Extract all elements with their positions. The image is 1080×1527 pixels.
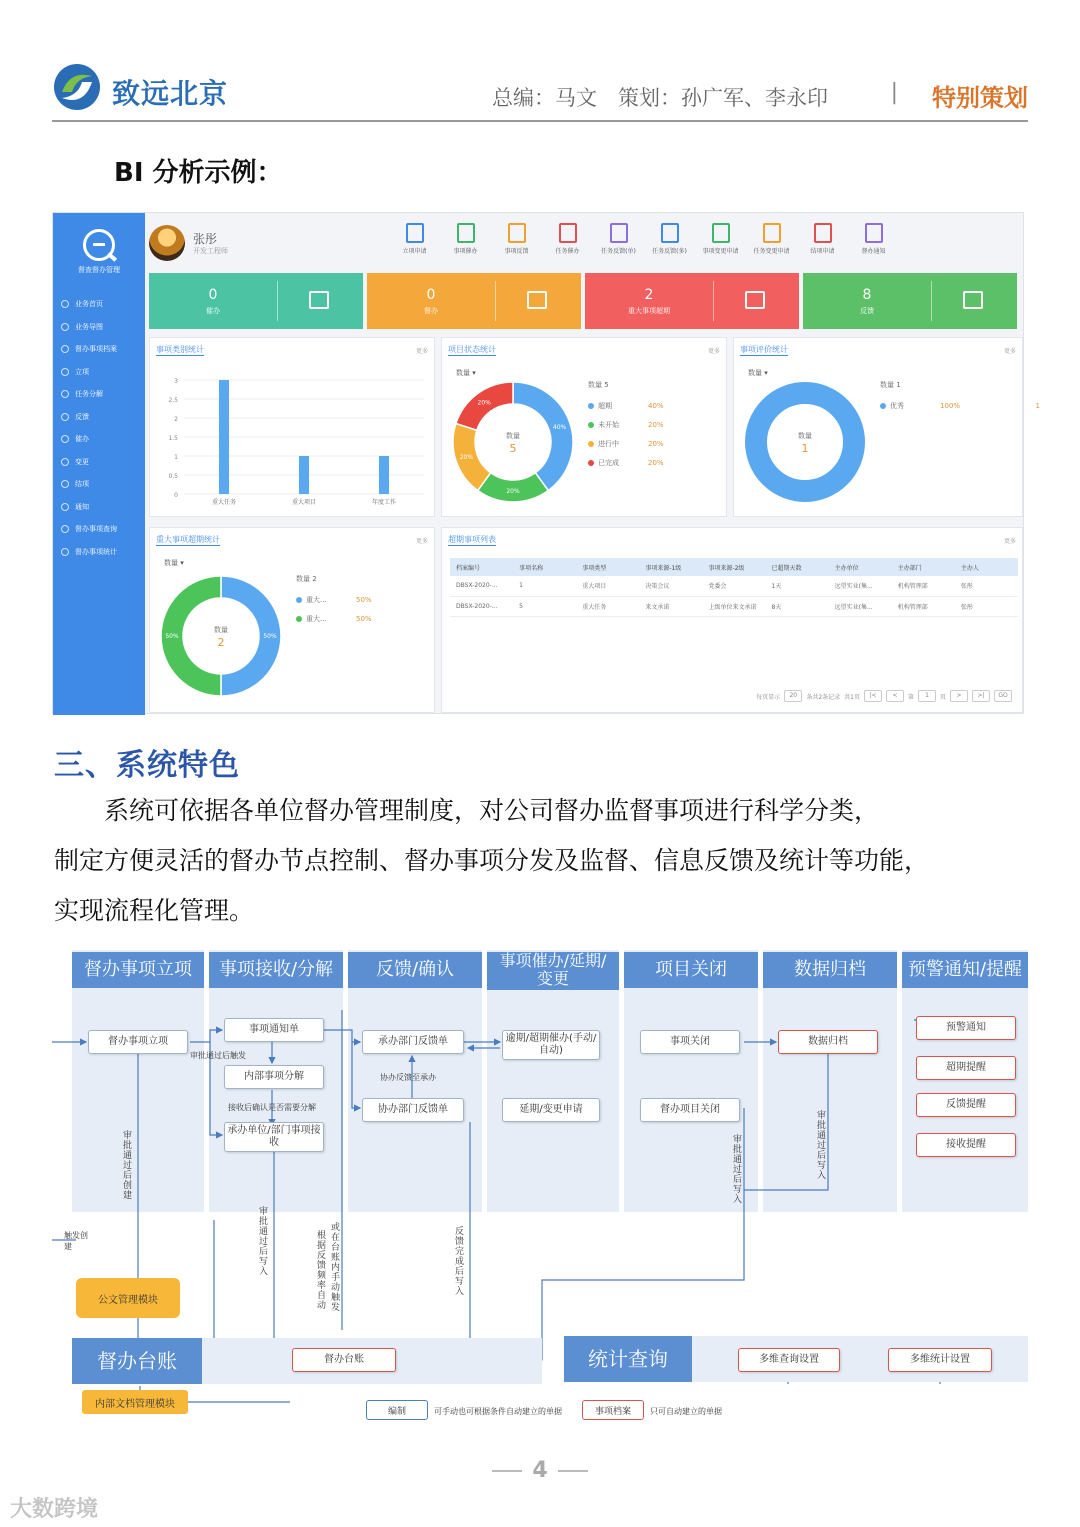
brand-name: 致远北京 xyxy=(112,77,229,110)
user-name: 张彤 xyxy=(193,232,218,246)
table-cell: 上级单位来文承诺 xyxy=(702,596,765,616)
sidebar-item-archive[interactable]: 督办事项档案 xyxy=(61,338,145,361)
form-icon xyxy=(712,223,730,243)
more-link[interactable]: 更多 xyxy=(415,538,428,545)
sidebar-item-close[interactable]: 结项 xyxy=(61,473,145,496)
column-header: 档案编号 xyxy=(450,558,513,576)
table-cell: 1 xyxy=(513,576,576,596)
header-separator: | xyxy=(890,80,898,105)
form-icon xyxy=(865,223,883,243)
tile-supervise[interactable]: 0 督办 xyxy=(367,273,581,329)
category-bar-chart xyxy=(150,368,436,518)
overdue-table xyxy=(450,558,1018,617)
annotation-ledger-auto: 根据反馈频率自动 xyxy=(315,1230,325,1310)
node-archive[interactable]: 数据归档 xyxy=(778,1030,878,1054)
sidebar-item-split[interactable]: 任务分解 xyxy=(61,383,145,406)
sidebar-item-create[interactable]: 立项 xyxy=(61,361,145,384)
ledger-band: 督办台账 xyxy=(72,1338,542,1384)
people-icon xyxy=(527,291,547,309)
annotation-ledger-manual: 或在台账内手动触发 xyxy=(329,1222,339,1312)
table-cell: 重大项目 xyxy=(576,576,639,596)
quick-action-urge[interactable]: 事项催办 xyxy=(440,223,491,255)
legend-archive-box: 事项档案 xyxy=(582,1400,644,1420)
panel-status-stats: 项目状态统计 更多 数量 ▾ 40% 20% 20% 20% 数量 5 数量 5 超期 40% 未开始 20% 进行中 20% 已完成 20% xyxy=(441,337,727,517)
pagination: 每页显示 20 条共2条记录 共1页 |< < 第 1 页 > >| GO xyxy=(756,690,1012,702)
node-receive-remind[interactable]: 接收提醒 xyxy=(916,1133,1016,1157)
bi-dashboard-screenshot xyxy=(52,212,1040,714)
legend-item[interactable]: 优秀 100% 1 xyxy=(880,396,1040,415)
annotation-approve-write-2: 审批通过后写入 xyxy=(731,1134,741,1204)
column-header: 主办部门 xyxy=(892,558,955,576)
panel-category-stats: 事项类别统计 更多 3 2.5 2 1.5 1 0.5 0 重大任务 重大项目 年度工作 xyxy=(149,337,435,517)
quick-action-feedback[interactable]: 事项反馈 xyxy=(491,223,542,255)
table-cell: 远望实业(集... xyxy=(829,596,892,616)
doc-management-module[interactable]: 公文管理模块 xyxy=(76,1278,180,1318)
column-label: 特别策划 xyxy=(932,84,1028,112)
sidebar-item-notice[interactable]: 通知 xyxy=(61,496,145,519)
dashboard-sidebar xyxy=(53,213,145,715)
legend-edit-text: 可手动也可根据条件自动建立的单据 xyxy=(434,1407,562,1416)
form-icon xyxy=(661,223,679,243)
tile-feedback[interactable]: 8 反馈 xyxy=(803,273,1017,329)
table-cell: 张彤 xyxy=(955,576,1018,596)
chart-icon xyxy=(963,291,983,309)
slice-label: 50% xyxy=(263,633,277,640)
table-cell: 1天 xyxy=(766,576,829,596)
node-unit-receive[interactable]: 承办单位/部门事项接收 xyxy=(224,1122,324,1152)
table-cell: 决策会议 xyxy=(639,576,702,596)
x-tick-label: 年度工作 xyxy=(371,499,397,506)
donut-center-label: 数量 xyxy=(798,432,812,440)
table-row[interactable] xyxy=(450,576,1018,596)
workflow-diagram xyxy=(52,950,1028,1424)
node-warn-notice[interactable]: 预警通知 xyxy=(916,1016,1016,1040)
quick-action-item-change[interactable]: 事项变更申请 xyxy=(695,223,746,255)
table-cell: 党委会 xyxy=(702,576,765,596)
user-role: 开发工程师 xyxy=(193,247,228,255)
y-tick-label: 3 xyxy=(174,378,178,385)
column-header: 主办人 xyxy=(955,558,1018,576)
table-cell: 机构管理部 xyxy=(892,576,955,596)
donut-center-label: 数量 xyxy=(506,432,520,440)
brand-logo-icon xyxy=(52,62,102,112)
panel-overdue-list: 超期事项列表 更多 档案编号 事项名称 事项类型 事项来源-1级 事项来源-2级 已超期天数 主办单位 主办部门 主办人 DBSX-2020-... 1 重大项目 决策会议 党委会 1天 远望实业(集... 机构管理部 张彤 DBSX-2020-... 5 重大任务 来文承诺 上级单位来文承诺 8天 远望实业(集... 机构管理部 张彤 每页显示 20 条共2条记录 共1页 |< < 第 1 页 > >| GO xyxy=(441,527,1023,713)
node-ledger[interactable]: 督办台账 xyxy=(292,1348,396,1372)
lane-warning: 预警通知/提醒 xyxy=(902,950,1028,1212)
panel-major-overdue-stats: 重大事项超期统计 更多 数量 ▾ 50% 50% 数量 2 数量 2 重大... 50% 重大... 50% xyxy=(149,527,435,713)
chart-icon xyxy=(745,291,765,309)
legend-header: 数量 5 xyxy=(588,381,609,389)
lane-close: 项目关闭 xyxy=(624,950,758,1212)
node-overdue-remind[interactable]: 超期提醒 xyxy=(916,1056,1016,1080)
x-tick-label: 重大项目 xyxy=(291,499,317,506)
bi-example-title: BI 分析示例： xyxy=(114,158,283,188)
page-number: 4 xyxy=(0,1458,1080,1483)
table-cell: 重大任务 xyxy=(576,596,639,616)
annotation-trigger-create: 触发创建 xyxy=(64,1231,88,1251)
lane-receive: 事项接收/分解 xyxy=(209,950,343,1212)
form-icon xyxy=(763,223,781,243)
quick-action-task-urge[interactable]: 任务催办 xyxy=(542,223,593,255)
prev-page-button[interactable]: < xyxy=(886,690,904,702)
legend-item[interactable]: 进行中 20% xyxy=(588,434,748,453)
first-page-button[interactable]: |< xyxy=(864,690,882,702)
table-cell: 5 xyxy=(513,596,576,616)
slice-label: 40% xyxy=(552,423,567,431)
search-icon-handle xyxy=(107,252,117,261)
table-cell: 来文承诺 xyxy=(639,596,702,616)
sidebar-item-map[interactable]: 业务导图 xyxy=(61,316,145,339)
node-delay-change[interactable]: 延期/变更申请 xyxy=(502,1098,600,1122)
sidebar-item-change[interactable]: 变更 xyxy=(61,451,145,474)
column-header: 事项名称 xyxy=(513,558,576,576)
sidebar-item-query[interactable]: 督办事项查询 xyxy=(61,518,145,541)
quick-action-task-feedback-single[interactable]: 任务反馈(单) xyxy=(593,223,644,255)
legend-item[interactable]: 重大... 50% xyxy=(296,590,456,609)
lane-urge: 事项催办/延期/变更 xyxy=(487,950,619,1212)
node-assist-feedback[interactable]: 协办部门反馈单 xyxy=(362,1098,464,1122)
bar xyxy=(219,380,229,494)
count-dropdown[interactable]: 数量 ▾ xyxy=(164,559,184,567)
evaluation-legend xyxy=(880,380,1040,415)
tile-major-overdue[interactable]: 2 重大事项超期 xyxy=(585,273,799,329)
major-overdue-donut-chart xyxy=(156,574,286,704)
slice-label: 20% xyxy=(477,399,491,407)
sidebar-item-stats[interactable]: 督办事项统计 xyxy=(61,541,145,564)
table-cell: 8天 xyxy=(766,596,829,616)
form-icon xyxy=(406,223,424,243)
column-header: 事项来源-2级 xyxy=(702,558,765,576)
node-item-close[interactable]: 事项关闭 xyxy=(640,1030,740,1054)
table-cell: 远望实业(集... xyxy=(829,576,892,596)
y-tick-label: 2.5 xyxy=(168,397,178,404)
node-feedback-remind[interactable]: 反馈提醒 xyxy=(916,1093,1016,1117)
more-link[interactable]: 更多 xyxy=(1003,348,1016,355)
node-multi-query[interactable]: 多维查询设置 xyxy=(738,1348,840,1372)
node-create[interactable]: 督办事项立项 xyxy=(88,1030,188,1054)
quick-action-notice[interactable]: 督办通知 xyxy=(848,223,899,255)
annotation-approve-write-3: 审批通过后写入 xyxy=(815,1110,825,1180)
section-paragraph: 系统可依据各单位督办管理制度，对公司督办监督事项进行科学分类， 制定方便灵活的督办节点控制、督办事项分发及监督、信息反馈及统计等功能， 实现流程化管理。 xyxy=(54,796,930,925)
column-header: 主办单位 xyxy=(829,558,892,576)
panel-evaluation-stats: 事项评价统计 更多 数量 ▾ 数量 1 数量 1 优秀 100% 1 xyxy=(733,337,1023,517)
next-page-button[interactable]: > xyxy=(950,690,968,702)
node-notice-form[interactable]: 事项通知单 xyxy=(224,1018,324,1042)
donut-center-value: 2 xyxy=(217,636,225,649)
table-cell: 张彤 xyxy=(955,596,1018,616)
legend-item[interactable]: 超期 40% xyxy=(588,396,748,415)
annotation-approve-write-1: 审批通过后写入 xyxy=(257,1206,267,1276)
page-header xyxy=(52,60,1028,122)
annotation-confirm-split: 接收后确认是否需要分解 xyxy=(228,1103,316,1112)
quick-action-task-feedback-multi[interactable]: 任务反馈(多) xyxy=(644,223,695,255)
sidebar-item-home[interactable]: 业务首页 xyxy=(61,293,145,316)
annotation-feedback-done: 反馈完成后写入 xyxy=(453,1226,463,1296)
legend-item[interactable]: 已完成 20% xyxy=(588,453,748,472)
node-internal-split[interactable]: 内部事项分解 xyxy=(224,1065,324,1089)
quick-action-create[interactable]: 立项申请 xyxy=(389,223,440,255)
stats-band: 统计查询 xyxy=(564,1336,1028,1382)
annotation-approve-create: 审批通过后创建 xyxy=(121,1130,131,1200)
editor-credits: 总编：马文 策划：孙广军、李永印 xyxy=(492,86,828,110)
page-input[interactable]: 1 xyxy=(918,690,936,702)
annotation-assist-to-lead: 协办反馈至承办 xyxy=(380,1073,436,1082)
column-header: 事项来源-1级 xyxy=(639,558,702,576)
status-donut-chart xyxy=(448,380,578,510)
legend-item[interactable]: 未开始 20% xyxy=(588,415,748,434)
y-tick-label: 0 xyxy=(174,492,178,499)
node-overdue-urge[interactable]: 逾期/超期催办(手动/自动) xyxy=(502,1030,600,1060)
column-header: 事项类型 xyxy=(576,558,639,576)
internal-doc-module[interactable]: 内部文档管理模块 xyxy=(82,1390,188,1414)
tile-urge[interactable]: 0 催办 xyxy=(149,273,363,329)
status-legend xyxy=(588,380,748,472)
donut-slice xyxy=(513,382,573,491)
count-dropdown[interactable]: 数量 ▾ xyxy=(456,369,476,377)
last-page-button[interactable]: >| xyxy=(972,690,990,702)
more-link[interactable]: 更多 xyxy=(707,348,720,355)
sidebar-item-feedback[interactable]: 反馈 xyxy=(61,406,145,429)
lane-archive: 数据归档 xyxy=(763,950,897,1212)
form-icon xyxy=(559,223,577,243)
table-cell: DBSX-2020-... xyxy=(450,576,513,596)
slice-label: 20% xyxy=(459,454,474,462)
donut-center-label: 数量 xyxy=(214,626,228,634)
table-cell: 机构管理部 xyxy=(892,596,955,616)
app-title: 督查督办管理 xyxy=(78,266,120,274)
quick-action-close[interactable]: 结项申请 xyxy=(797,223,848,255)
count-dropdown[interactable]: 数量 ▾ xyxy=(748,369,768,377)
node-multi-stats[interactable]: 多维统计设置 xyxy=(888,1348,992,1372)
legend-archive-text: 只可自动建立的单据 xyxy=(650,1407,722,1416)
slice-label: 20% xyxy=(506,488,520,495)
section-heading: 三、系统特色 xyxy=(54,748,240,783)
table-cell: DBSX-2020-... xyxy=(450,596,513,616)
annotation-approve-trigger: 审批通过后触发 xyxy=(190,1051,246,1060)
y-tick-label: 2 xyxy=(174,416,178,423)
evaluation-donut-chart xyxy=(740,380,870,510)
y-tick-label: 0.5 xyxy=(168,473,178,480)
major-overdue-legend xyxy=(296,574,456,628)
legend-header: 数量 2 xyxy=(296,575,317,583)
lane-create: 督办事项立项 xyxy=(72,950,204,1212)
lane-feedback: 反馈/确认 xyxy=(348,950,482,1212)
table-row[interactable] xyxy=(450,596,1018,616)
y-tick-label: 1 xyxy=(174,454,178,461)
sidebar-item-urge[interactable]: 催办 xyxy=(61,428,145,451)
donut-center-value: 5 xyxy=(509,442,517,455)
page-size-select[interactable]: 20 xyxy=(784,690,802,702)
form-icon xyxy=(457,223,475,243)
x-tick-label: 重大任务 xyxy=(211,499,237,506)
avatar[interactable] xyxy=(149,225,185,261)
form-icon xyxy=(814,223,832,243)
legend-header: 数量 1 xyxy=(880,381,901,389)
column-header: 已超期天数 xyxy=(766,558,829,576)
form-icon xyxy=(508,223,526,243)
chart-icon xyxy=(309,291,329,309)
bar xyxy=(299,456,309,494)
donut-center-value: 1 xyxy=(801,442,809,455)
legend-edit-box: 编制 xyxy=(366,1400,428,1420)
watermark: 大数跨境 xyxy=(10,1497,99,1522)
sidebar-menu xyxy=(61,293,145,563)
node-project-close[interactable]: 督办项目关闭 xyxy=(640,1098,740,1122)
slice-label: 50% xyxy=(165,633,179,640)
legend-item[interactable]: 重大... 50% xyxy=(296,609,456,628)
y-tick-label: 1.5 xyxy=(168,435,178,442)
node-lead-feedback[interactable]: 承办部门反馈单 xyxy=(362,1030,464,1054)
more-link[interactable]: 更多 xyxy=(415,348,428,355)
form-icon xyxy=(610,223,628,243)
go-button[interactable]: GO xyxy=(994,690,1012,702)
quick-actions xyxy=(389,223,899,255)
more-link[interactable]: 更多 xyxy=(1003,538,1016,545)
quick-action-task-change[interactable]: 任务变更申请 xyxy=(746,223,797,255)
bar xyxy=(379,456,389,494)
